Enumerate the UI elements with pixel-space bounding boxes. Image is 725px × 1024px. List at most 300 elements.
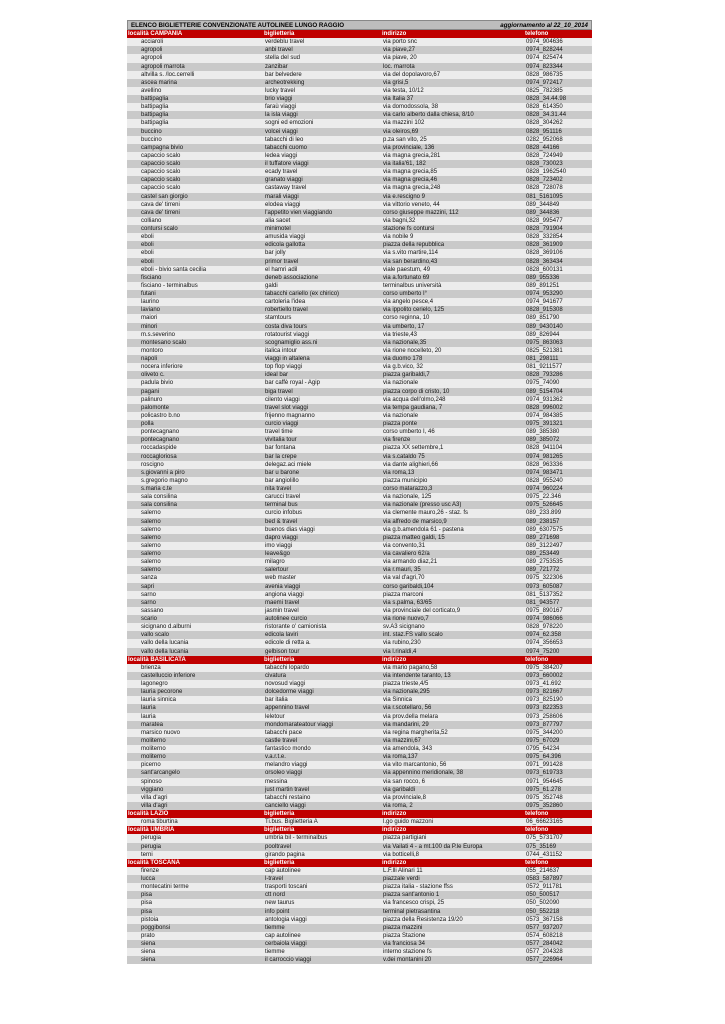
ticket-office-cell: tiemme <box>265 949 285 956</box>
address-cell: p.za san vito, 25 <box>383 136 427 143</box>
ticket-office-cell: l-travel <box>265 876 284 882</box>
locality-cell: pontecagnano <box>141 429 180 436</box>
address-cell: via g.b.vico, 32 <box>383 364 424 371</box>
locality-cell: polla <box>141 421 154 427</box>
ticket-office-cell: travel slot viaggi <box>265 404 309 411</box>
address-cell: via italia'61, 182 <box>383 161 426 167</box>
locality-cell: roccagloriosa <box>141 453 177 460</box>
phone-cell: 089_344836 <box>526 209 560 216</box>
table-row <box>127 493 592 501</box>
locality-cell: picerno <box>141 762 161 769</box>
table-row <box>127 778 592 786</box>
ticket-office-cell: marali viaggi <box>265 193 299 200</box>
address-cell: via cavaliero 62/a <box>383 551 430 557</box>
ticket-office-cell: cerbaiola viaggi <box>265 941 307 947</box>
address-cell: via san berardino,43 <box>383 258 438 265</box>
address-cell: via rubino,230 <box>383 640 421 647</box>
phone-cell: 0828_996002 <box>526 404 563 411</box>
table-row <box>127 38 592 46</box>
ticket-office-cell: l'appetito vien viaggiando <box>265 209 333 216</box>
address-cell: via s.palma, 63/65 <box>383 599 432 606</box>
phone-cell: 0974_983471 <box>526 469 563 476</box>
address-cell: terminalbus università <box>383 282 442 289</box>
phone-cell: 0828_723402 <box>526 177 563 184</box>
ticket-office-cell: bar angiolillo <box>265 477 299 484</box>
phone-cell: 0973_822353 <box>526 705 563 712</box>
phone-cell: 0828_600131 <box>526 266 563 273</box>
phone-cell: 0795_64234 <box>526 746 560 752</box>
phone-cell: 081_5161095 <box>526 193 563 200</box>
locality-cell: campagna bivio <box>141 144 184 151</box>
locality-cell: lucca <box>141 876 156 882</box>
phone-cell: 0974_62.358 <box>526 632 562 639</box>
phone-cell: 0828_951116 <box>526 128 562 135</box>
phone-cell: 0828_1962540 <box>526 169 567 176</box>
locality-cell: firenze <box>141 867 160 874</box>
address-cell: sv.A3 sicignano <box>383 624 425 631</box>
phone-cell: 0975_344200 <box>526 729 563 736</box>
locality-cell: terni <box>141 851 153 858</box>
ticket-office-cell: bar jolly <box>265 250 286 257</box>
locality-cell: policastro b.no <box>141 412 181 419</box>
region-label: località UMBRIA <box>128 827 175 834</box>
phone-cell: 050_552218 <box>526 908 560 915</box>
phone-cell: 0828_995477 <box>526 217 563 224</box>
table-row <box>127 509 592 517</box>
address-cell: L.F.lli Alinari 11 <box>383 867 423 874</box>
locality-cell: salerno <box>141 551 161 557</box>
address-cell: via vittorio veneto, 44 <box>383 201 440 208</box>
phone-cell: 0975_322306 <box>526 575 563 582</box>
region-header <box>127 826 592 834</box>
table-row <box>127 339 592 347</box>
phone-cell: 0828_614350 <box>526 104 563 111</box>
table-row <box>127 688 592 696</box>
phone-cell: 089_344849 <box>526 201 560 208</box>
phone-cell: 0971_954645 <box>526 778 563 785</box>
address-cell: via nazionale <box>383 412 419 419</box>
table-row <box>127 363 592 371</box>
address-cell: via porto snc <box>383 39 418 46</box>
locality-cell: lauria <box>141 713 156 720</box>
ticket-office-cell: scognamiglio ass.ni <box>265 339 318 346</box>
column-header-ticket-office: biglietteria <box>264 31 295 37</box>
table-row <box>127 729 592 737</box>
address-cell: via mario pagano,58 <box>383 664 438 671</box>
locality-cell: pisa <box>141 892 153 899</box>
table-row <box>127 834 592 842</box>
phone-cell: 0973_41.692 <box>526 681 562 687</box>
locality-cell: pisa <box>141 900 153 907</box>
locality-cell: cava de' tirreni <box>141 201 180 208</box>
address-cell: terminal pietrasantina <box>383 908 441 915</box>
locality-cell: vallo della lucania <box>141 640 189 647</box>
locality-cell: s.giovanni a piro <box>141 469 185 476</box>
ticket-office-cell: alia sacet <box>265 217 291 224</box>
region-header <box>127 30 592 38</box>
ticket-office-cell: pooltravel <box>265 843 292 850</box>
phone-cell: 0974_986066 <box>526 616 563 622</box>
address-cell: via convento,31 <box>383 542 426 549</box>
ticket-office-cell: curcio infobus <box>265 510 303 517</box>
ticket-office-cell: civatura <box>265 672 287 679</box>
table-row <box>127 54 592 62</box>
ticket-office-cell: leletour <box>265 713 285 720</box>
table-row <box>127 721 592 729</box>
table-row <box>127 851 592 859</box>
ticket-office-cell: bar fontana <box>265 445 296 452</box>
address-cell: via umberto, 17 <box>383 323 425 330</box>
ticket-office-cell: lucky travel <box>265 87 296 94</box>
locality-cell: padula bivio <box>141 380 174 387</box>
address-cell: piazza XX settembre,1 <box>383 445 444 452</box>
address-cell: via g.b.amendola 61 - pastena <box>383 526 464 533</box>
phone-cell: 089_253449 <box>526 551 560 557</box>
locality-cell: eboli <box>141 234 154 241</box>
phone-cell: 081_5137352 <box>526 591 563 598</box>
table-row <box>127 786 592 794</box>
ticket-office-cell: carucci travel <box>265 494 301 501</box>
region-label: località CAMPANIA <box>128 31 183 37</box>
phone-cell: 089_385072 <box>526 437 560 444</box>
ticket-office-cell: web master <box>265 575 297 582</box>
phone-cell: 0973_660002 <box>526 672 563 679</box>
address-cell: via r.scotellaro, 56 <box>383 705 432 712</box>
table-row <box>127 168 592 176</box>
phone-cell: 089_271698 <box>526 534 560 541</box>
locality-cell: avellino <box>141 87 162 94</box>
table-row <box>127 87 592 95</box>
table-row <box>127 818 592 826</box>
ticket-office-cell: mondomarateatour viaggi <box>265 721 334 728</box>
phone-cell: 0828_986735 <box>526 71 563 78</box>
table-row <box>127 444 592 452</box>
phone-cell: 081_9211577 <box>526 364 563 371</box>
address-cell: via firenze <box>383 437 411 444</box>
phone-cell: 0574_608218 <box>526 932 563 939</box>
locality-cell: battipaglia <box>141 96 169 102</box>
phone-cell: 089_891251 <box>526 282 560 289</box>
locality-cell: maratea <box>141 721 164 728</box>
address-cell: piazza ponte <box>383 421 418 427</box>
locality-cell: perugia <box>141 843 162 850</box>
column-header-phone: telefono <box>525 859 549 866</box>
locality-cell: capaccio scalo <box>141 161 181 167</box>
table-row <box>127 924 592 932</box>
ticket-office-cell: tiemme <box>265 924 285 931</box>
ticket-office-cell: tabacchi di leo <box>265 136 304 143</box>
address-cell: piazza sant'antonio 1 <box>383 892 440 899</box>
region-header <box>127 859 592 867</box>
locality-cell: roccadaspide <box>141 445 177 452</box>
table-row <box>127 420 592 428</box>
locality-cell: palomonte <box>141 404 170 411</box>
update-date: aggiornamento al 22_10_2014 <box>500 21 588 29</box>
ticket-office-cell: appennino travel <box>265 705 310 712</box>
table-row <box>127 404 592 412</box>
address-cell: via piave,27 <box>383 47 416 54</box>
table-row <box>127 266 592 274</box>
ticket-office-cell: milagro <box>265 559 285 566</box>
phone-cell: 075_5731707 <box>526 835 563 842</box>
phone-cell: 0973_605087 <box>526 583 563 590</box>
address-cell: via testa, 10/12 <box>383 87 424 94</box>
ticket-office-cell: bar caffè royal - Agip <box>265 380 320 387</box>
phone-cell: 0974_953290 <box>526 291 563 297</box>
locality-cell: prato <box>141 932 155 939</box>
phone-cell: 0573_367158 <box>526 916 563 923</box>
locality-cell: buccino <box>141 128 162 135</box>
ticket-office-cell: jasmin travel <box>265 607 299 614</box>
locality-cell: moliterno <box>141 737 166 744</box>
locality-cell: palinuro <box>141 396 163 403</box>
address-cell: via trieste,43 <box>383 331 418 338</box>
table-row <box>127 745 592 753</box>
ticket-office-cell: deneb associazione <box>265 274 319 281</box>
locality-cell: napoli <box>141 356 158 362</box>
ticket-office-table <box>127 20 592 964</box>
table-row <box>127 193 592 201</box>
phone-cell: 089_6307575 <box>526 526 563 533</box>
table-row <box>127 217 592 225</box>
table-row <box>127 111 592 119</box>
column-header-address: indirizzo <box>382 31 407 37</box>
address-cell: piazzale verdi <box>383 876 420 882</box>
locality-cell: contursi scalo <box>141 226 178 232</box>
phone-cell: 0975_391321 <box>526 421 563 427</box>
page-title: ELENCO BIGLIETTERIE CONVENZIONATE AUTOLINEE LUNGO RAGGIO <box>131 21 345 29</box>
locality-cell: oliveto c. <box>141 372 165 379</box>
ticket-office-cell: cap autolinee <box>265 867 301 874</box>
address-cell: via r.mauri, 35 <box>383 567 421 574</box>
ticket-office-cell: melandro viaggi <box>265 762 308 769</box>
phone-cell: 0975_890167 <box>526 607 563 614</box>
phone-cell: 0828_34.44.98 <box>526 96 567 102</box>
ticket-office-cell: top flop viaggi <box>265 364 303 371</box>
table-row <box>127 599 592 607</box>
ticket-office-cell: info point <box>265 908 290 915</box>
column-header-phone: telefono <box>525 827 549 834</box>
phone-cell: 0973_258606 <box>526 713 563 720</box>
ticket-office-cell: travel time <box>265 429 293 436</box>
table-row <box>127 680 592 688</box>
phone-cell: 0828_915308 <box>526 307 563 314</box>
table-row <box>127 875 592 883</box>
table-row <box>127 282 592 290</box>
address-cell: piazza marconi <box>383 591 424 598</box>
column-header-ticket-office: biglietteria <box>264 859 295 866</box>
table-row <box>127 591 592 599</box>
address-cell: via magna grecia,46 <box>383 177 438 184</box>
phone-cell: 0282_952068 <box>526 136 563 143</box>
ticket-office-cell: stella del sud <box>265 55 301 62</box>
table-body <box>127 30 592 964</box>
ticket-office-cell: cap autolinee <box>265 932 301 939</box>
table-row <box>127 753 592 761</box>
address-cell: piazza mazzini <box>383 924 423 931</box>
phone-cell: 0828_728078 <box>526 185 563 192</box>
address-cell: via provinciale, 136 <box>383 144 435 151</box>
table-row <box>127 209 592 217</box>
phone-cell: 06_66623165 <box>526 819 563 826</box>
locality-cell: moliterno <box>141 754 166 761</box>
ticket-office-cell: edicola laviri <box>265 632 299 639</box>
phone-cell: 0583_587897 <box>526 876 563 882</box>
phone-cell: 0828_978220 <box>526 624 563 631</box>
locality-cell: villa d'agri <box>141 794 168 801</box>
table-row <box>127 631 592 639</box>
table-row <box>127 136 592 144</box>
phone-cell: 0974_931362 <box>526 396 563 403</box>
ticket-office-cell: castle travel <box>265 737 298 744</box>
address-cell: via l.rinaldi,4 <box>383 648 417 655</box>
ticket-office-cell: tabacchi cuomo <box>265 144 308 151</box>
ticket-office-cell: volcei viaggi <box>265 128 298 135</box>
ticket-office-cell: la isla viaggi <box>265 112 298 119</box>
address-cell: piazza municipio <box>383 477 428 484</box>
phone-cell: 0828_730023 <box>526 161 563 167</box>
locality-cell: pistoia <box>141 916 159 923</box>
phone-cell: 0974_984385 <box>526 412 563 419</box>
locality-cell: sarno <box>141 599 157 606</box>
phone-cell: 050_500517 <box>526 892 560 899</box>
table-row <box>127 704 592 712</box>
address-cell: via val d'agri,70 <box>383 575 425 582</box>
address-cell: via piave, 20 <box>383 55 417 62</box>
locality-cell: vallo scalo <box>141 632 170 639</box>
ticket-office-cell: brio viaggi <box>265 96 293 102</box>
region-header <box>127 810 592 818</box>
table-row <box>127 331 592 339</box>
locality-cell: maiori <box>141 315 158 322</box>
phone-cell: 089_721772 <box>526 567 560 574</box>
ticket-office-cell: frijenno magnanno <box>265 412 315 419</box>
ticket-office-cell: il tuffatore viaggi <box>265 161 309 167</box>
address-cell: via Vailati 4 - a mt.100 da P.le Europa <box>383 843 483 850</box>
ticket-office-cell: anbi travel <box>265 47 293 54</box>
ticket-office-cell: bar belvedere <box>265 71 302 78</box>
phone-cell: 089_9430140 <box>526 323 563 330</box>
locality-cell: roma tiburtina <box>141 819 178 826</box>
table-row <box>127 843 592 851</box>
phone-cell: 0828_791904 <box>526 226 563 232</box>
table-row <box>127 932 592 940</box>
phone-cell: 0975_384207 <box>526 664 563 671</box>
ticket-office-cell: rotatourist viaggi <box>265 331 310 338</box>
address-cell: piazza partigiani <box>383 835 427 842</box>
phone-cell: 0973_877797 <box>526 721 563 728</box>
phone-cell: 0973_825190 <box>526 697 563 704</box>
phone-cell: 0973_619733 <box>526 770 563 777</box>
ticket-office-cell: terminal bus <box>265 502 298 509</box>
ticket-office-cell: minimotel <box>265 226 291 232</box>
phone-cell: 0828_332854 <box>526 234 563 241</box>
table-row <box>127 769 592 777</box>
locality-cell: lagonegro <box>141 681 168 687</box>
ticket-office-cell: amusida viaggi <box>265 234 306 241</box>
ticket-office-cell: girando pagina <box>265 851 305 858</box>
locality-cell: salerno <box>141 542 161 549</box>
phone-cell: 0828_724949 <box>526 152 563 159</box>
locality-cell: perugia <box>141 835 162 842</box>
address-cell: via rione nuovo,7 <box>383 616 429 622</box>
locality-cell: buccino <box>141 136 162 143</box>
locality-cell: pagani <box>141 388 160 395</box>
address-cell: via domodossola, 38 <box>383 104 439 111</box>
table-row <box>127 63 592 71</box>
table-row <box>127 899 592 907</box>
table-row <box>127 542 592 550</box>
column-header-phone: telefono <box>525 31 549 37</box>
locality-cell: fisciano <box>141 274 162 281</box>
locality-cell: moliterno <box>141 746 166 752</box>
address-cell: via Italia 37 <box>383 96 414 102</box>
ticket-office-cell: vivitalia tour <box>265 437 297 444</box>
phone-cell: 0974_981265 <box>526 453 563 460</box>
address-cell: via provinciale del corticato,9 <box>383 607 461 614</box>
table-row <box>127 883 592 891</box>
ticket-office-cell: just martin travel <box>265 786 310 793</box>
phone-cell: 0975_67029 <box>526 737 560 744</box>
locality-cell: colliano <box>141 217 162 224</box>
locality-cell: nocera inferiore <box>141 364 183 371</box>
locality-cell: battipaglia <box>141 104 169 111</box>
ticket-office-cell: el hamri adil <box>265 266 298 273</box>
address-cell: corso garibaldi,104 <box>383 583 434 590</box>
locality-cell: scario <box>141 616 158 622</box>
locality-cell: minori <box>141 323 158 330</box>
phone-cell: 0974_75200 <box>526 648 560 655</box>
locality-cell: salerno <box>141 510 161 517</box>
locality-cell: lauria <box>141 705 156 712</box>
table-row <box>127 948 592 956</box>
address-cell: int. staz.FS vallo scalo <box>383 632 443 639</box>
address-cell: via ippolito cerielo, 125 <box>383 307 445 314</box>
address-cell: via tempa gaudiana, 7 <box>383 404 443 411</box>
address-cell: via roma, 2 <box>383 802 413 809</box>
phone-cell: 0825_782385 <box>526 87 563 94</box>
table-row <box>127 323 592 331</box>
column-header-phone: telefono <box>525 811 549 817</box>
locality-cell: marsico nuovo <box>141 729 181 736</box>
address-cell: piazza matteo galdi, 15 <box>383 534 445 541</box>
locality-cell: agropoli <box>141 55 163 62</box>
address-cell: via nobile 9 <box>383 234 414 241</box>
table-row <box>127 103 592 111</box>
column-header-ticket-office: biglietteria <box>264 811 295 817</box>
ticket-office-cell: zanzibar <box>265 63 288 70</box>
table-row <box>127 152 592 160</box>
phone-cell: 0975_352860 <box>526 802 563 809</box>
table-row <box>127 184 592 192</box>
phone-cell: 0971_991428 <box>526 762 563 769</box>
locality-cell: siena <box>141 949 156 956</box>
phone-cell: 0828_363434 <box>526 258 563 265</box>
address-cell: via magna grecia,85 <box>383 169 438 176</box>
table-row <box>127 249 592 257</box>
locality-cell: s.gregorio magno <box>141 477 188 484</box>
ticket-office-cell: Ti.bus. Biglietteria A <box>265 819 318 826</box>
table-row <box>127 453 592 461</box>
address-cell: viale paestum, 49 <box>383 266 431 273</box>
address-cell: via francesco crispi, 25 <box>383 900 445 907</box>
address-cell: via bagni,32 <box>383 217 416 224</box>
phone-cell: 0975_863063 <box>526 339 563 346</box>
phone-cell: 089_826944 <box>526 331 560 338</box>
table-row <box>127 160 592 168</box>
locality-cell: salerno <box>141 526 161 533</box>
locality-cell: montesano scalo <box>141 339 187 346</box>
